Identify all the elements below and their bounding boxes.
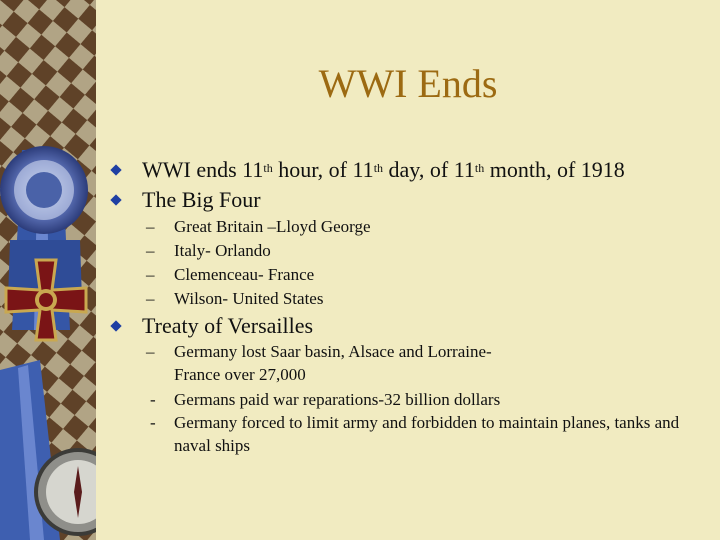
list-item-text: Wilson- United States (174, 289, 324, 308)
dash-marker: – (146, 289, 155, 308)
dash-marker: – (146, 342, 155, 361)
bullet-text: WWI ends 11th hour, of 11th day, of 11th month, of 1918 (142, 157, 625, 182)
list-item-text: Italy- Orlando (174, 241, 271, 260)
list-item-text: Germany forced to limit army and forbidden to maintain planes, tanks and naval ships (174, 413, 680, 455)
bullet-text: Treaty of Versailles (142, 313, 314, 338)
dash-marker: - (150, 390, 156, 409)
list-item-text: Clemenceau- France (174, 265, 315, 284)
slide-title: WWI Ends (318, 61, 498, 106)
list-item-text: Great Britain –Lloyd George (174, 217, 371, 236)
diamond-bullet-icon (110, 194, 121, 205)
medal-illustration (0, 0, 96, 540)
bullet-text: The Big Four (142, 187, 261, 212)
diamond-bullet-icon (110, 320, 121, 331)
dash-marker: – (146, 241, 155, 260)
medal-side-image (0, 0, 96, 540)
diamond-bullet-icon (110, 164, 121, 175)
dash-marker: - (150, 413, 156, 432)
dash-marker: – (146, 217, 155, 236)
dash-marker: – (146, 265, 155, 284)
list-item-text: Germany lost Saar basin, Alsace and Lorraine-France over 27,000 (174, 342, 492, 384)
list-item-text: Germans paid war reparations-32 billion dollars (174, 390, 501, 409)
